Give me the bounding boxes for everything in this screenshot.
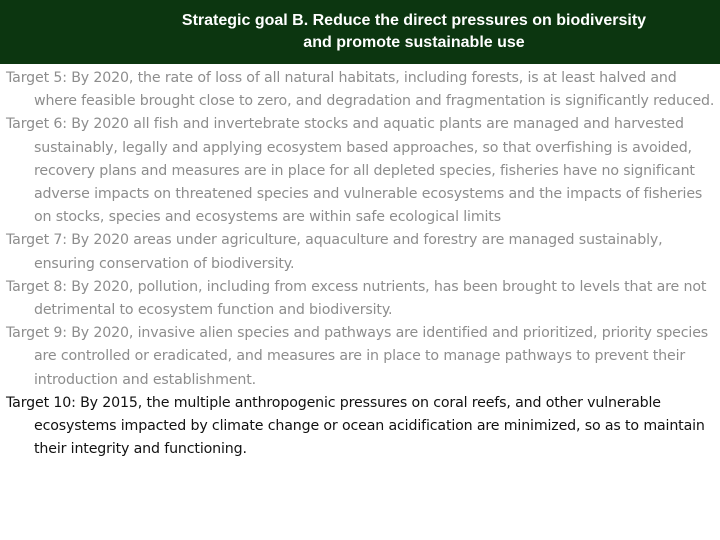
target-10: Target 10: By 2015, the multiple anthropogenic pressures on coral reefs, and other vulnerable ecosystems impacted by climate change or ocean acidification are minimized, so as to maintain their integrity and functioning.: [6, 394, 705, 458]
slide-title-line-2: and promote sustainable use: [303, 34, 525, 51]
target-8: Target 8: By 2020, pollution, including from excess nutrients, has been brought to levels that are not detrimental to ecosystem function and biodiversity.: [6, 278, 707, 319]
slide-header: [0, 0, 720, 64]
slide-title-line-1: Strategic goal B. Reduce the direct pressures on biodiversity: [181, 12, 647, 29]
target-7: Target 7: By 2020 areas under agriculture, aquaculture and forestry are managed sustainably, ensuring conservation of biodiversity.: [6, 232, 663, 272]
target-9: Target 9: By 2020, invasive alien species and pathways are identified and prioritized, priority species are controlled or eradicated, and measures are in place to manage pathways to prevent their introduction and establishment.: [6, 325, 709, 388]
targets-list: [0, 64, 720, 461]
target-5: Target 5: By 2020, the rate of loss of all natural habitats, including forests, is at least halved and where feasible brought close to zero, and degradation and fragmentation is significantly reduced.: [6, 70, 715, 110]
target-6: Target 6: By 2020 all fish and invertebrate stocks and aquatic plants are managed and harvested sustainably, legally and applying ecosystem based approaches, so that overfishing is avoided, recovery plans and measures are in place for all depleted species, fisheries have no significant adverse impacts on threatened species and vulnerable ecosystems and the impacts of fisheries on stocks, species and ecosystems are within safe ecological limits: [6, 116, 703, 226]
